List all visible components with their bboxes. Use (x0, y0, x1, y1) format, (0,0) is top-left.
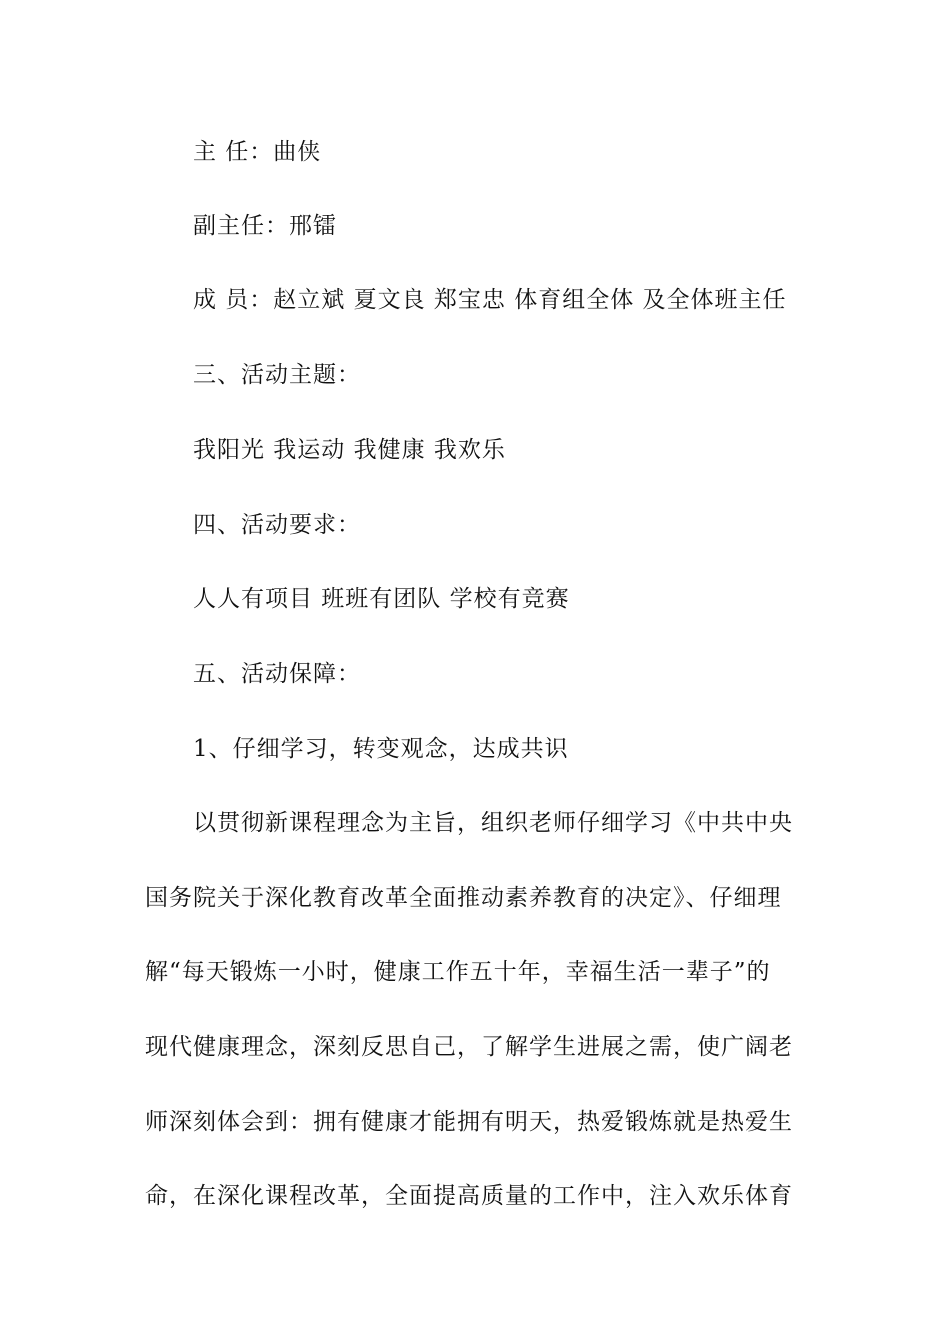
subheading-study: 1、仔细学习，转变观念，达成共识 (193, 736, 569, 762)
paragraph-line-5: 师深刻体会到：拥有健康才能拥有明天，热爱锻炼就是热爱生 (145, 1109, 793, 1135)
line-requirements-content: 人人有项目 班班有团队 学校有竞赛 (193, 586, 570, 612)
line-deputy-director: 副主任：邢镭 (193, 213, 337, 239)
paragraph-line-6: 命，在深化课程改革，全面提高质量的工作中，注入欢乐体育 (145, 1183, 793, 1209)
heading-activity-theme: 三、活动主题： (193, 362, 361, 388)
paragraph-line-2: 国务院关于深化教育改革全面推动素养教育的决定》、仔细理 (145, 885, 782, 911)
line-director: 主 任：曲侠 (193, 139, 322, 165)
line-theme-content: 我阳光 我运动 我健康 我欢乐 (193, 437, 506, 463)
heading-activity-guarantee: 五、活动保障： (193, 661, 361, 687)
paragraph-line-4: 现代健康理念，深刻反思自己，了解学生进展之需，使广阔老 (145, 1034, 793, 1060)
paragraph-line-1: 以贯彻新课程理念为主旨，组织老师仔细学习《中共中央 (193, 810, 793, 836)
line-members: 成 员：赵立斌 夏文良 郑宝忠 体育组全体 及全体班主任 (193, 287, 787, 313)
paragraph-line-3: 解“每天锻炼一小时，健康工作五十年，幸福生活一辈子”的 (145, 959, 771, 985)
heading-activity-requirements: 四、活动要求： (193, 512, 361, 538)
